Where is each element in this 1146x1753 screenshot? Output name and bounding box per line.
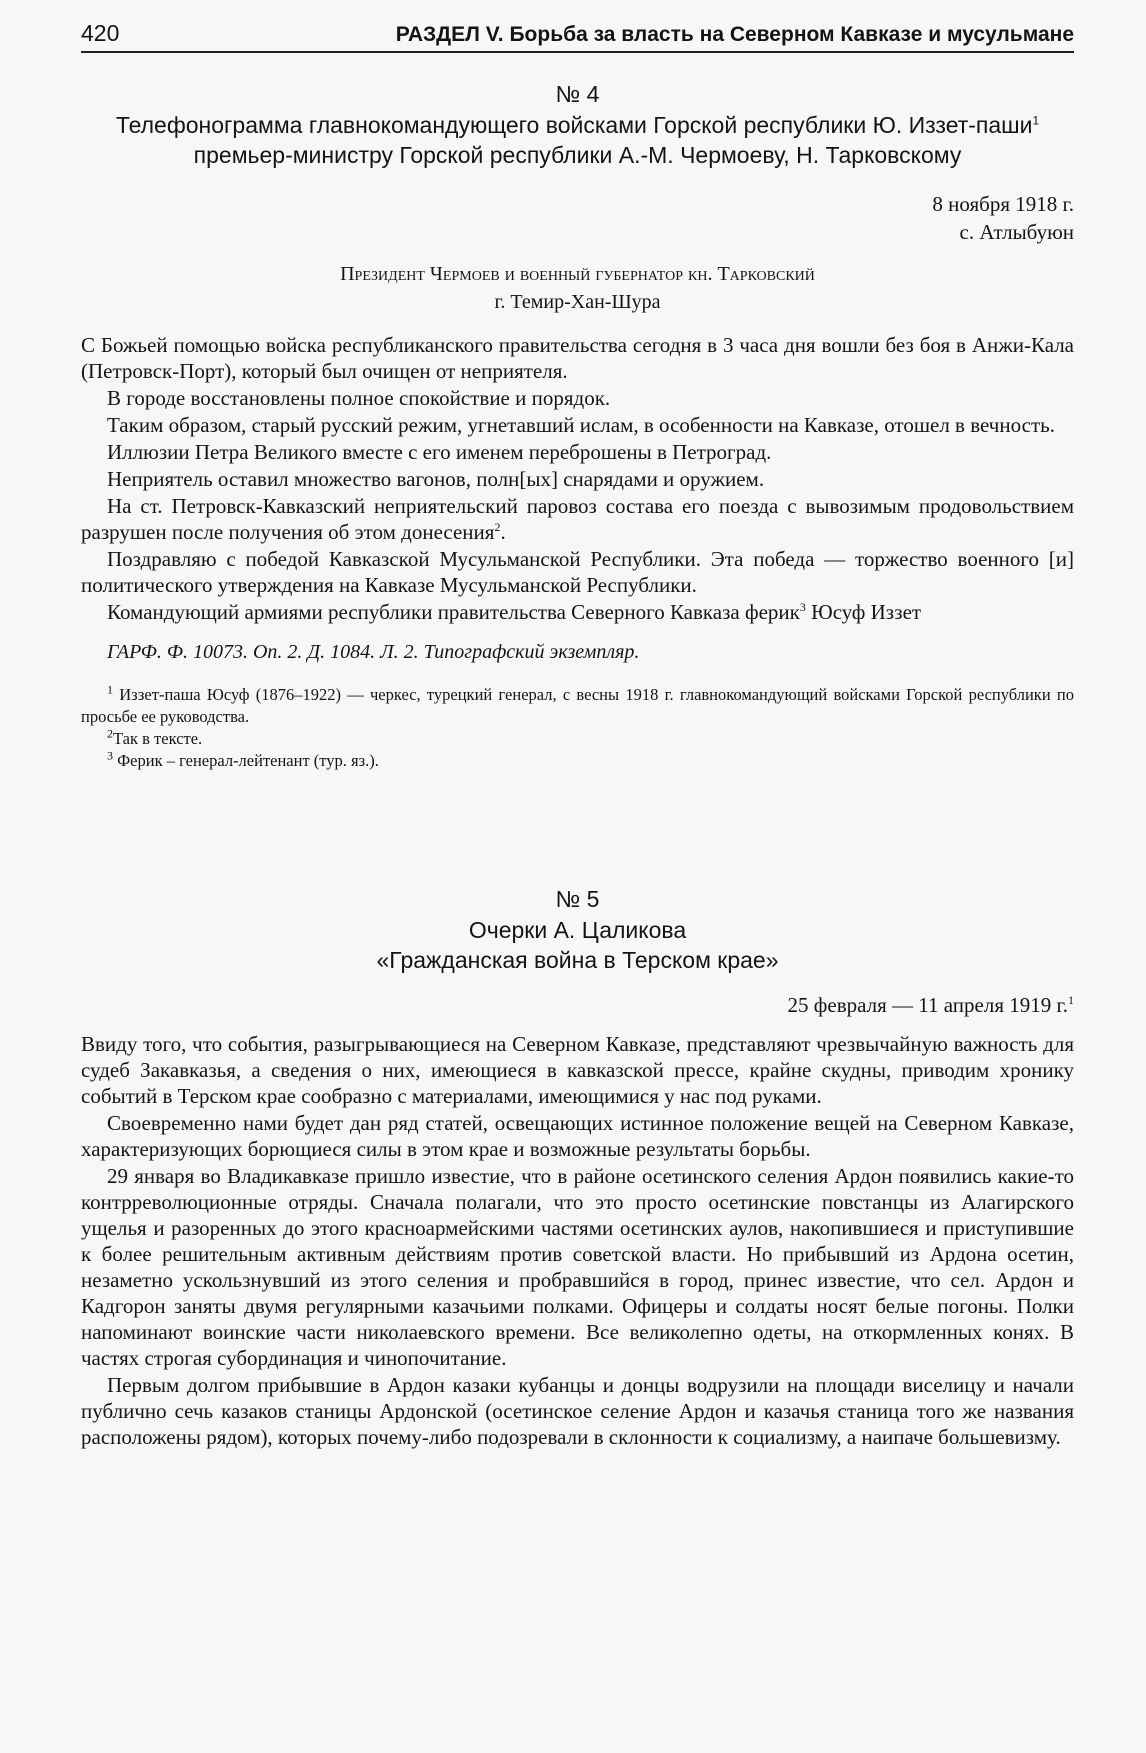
doc4-title-line1-text: Телефонограмма главнокомандующего войсками Горской республики Ю. Иззет-паши — [115, 112, 1033, 138]
doc4-paragraph: С Божьей помощью войска республиканского правительства сегодня в 3 часа дня вошли без боя в Анжи-Кала (Петровск-Порт), который был очищен от неприятеля. — [81, 333, 1074, 383]
footnote-1-mark: 1 — [107, 682, 113, 697]
doc4-date: 8 ноября 1918 г. — [932, 192, 1074, 216]
doc5-footnote-ref-1: 1 — [1068, 993, 1074, 1007]
footnote-ref-2: 2 — [494, 520, 501, 534]
footnote-ref-3: 3 — [799, 600, 806, 614]
doc4-paragraph: В городе восстановлены полное спокойствие и порядок. — [107, 386, 611, 410]
doc5-title — [81, 915, 1074, 975]
doc4-paragraph: Неприятель оставил множество вагонов, полн[ых] снарядами и оружием. — [107, 467, 765, 491]
footnote-3-text: Ферик – генерал-лейтенант (тур. яз.). — [113, 751, 379, 770]
doc5-paragraph: Ввиду того, что события, разыгрывающиеся на Северном Кавказе, представляют чрезвычайную важность для судеб Закавказья, а сведения о них, имеющиеся в кавказской прессе, крайне скудны, приводим хронику событий в Терском крае сообразно с материалами, имеющимися у нас под руками. — [81, 1032, 1074, 1108]
doc4-archive-source: ГАРФ. Ф. 10073. Оп. 2. Д. 1084. Л. 2. Типографский экземпляр. — [107, 641, 640, 663]
doc5-paragraph: 29 января во Владикавказе пришло известие, что в районе осетинского селения Ардон появились какие-то контрреволюционные отряды. Сначала полагали, что это просто осетинские повстанцы из Алагирского ущелья и разоренных до этого красноармейскими частями осетинских аулов, накопившиеся и приступившие к более решительным активным действиям против советской власти. Но прибывший из Ардона осетин, незаметно ускользнувший из этого селения и пробравшийся в город, принес известие, что сел. Ардон и Кадгорон заняты двумя регулярными казачьими полками. Офицеры и солдаты носят белые погоны. Полки напоминают воинские части николаевского времени. Все великолепно одеты, на откормленных конях. В частях строгая субординация и чинопочитание. — [81, 1164, 1074, 1370]
footnote-2-text: Так в тексте. — [113, 729, 203, 748]
doc4-place: с. Атлыбуюн — [959, 220, 1074, 244]
footnote-2-mark: 2 — [107, 726, 113, 741]
doc5-body — [81, 1031, 1074, 1450]
footnote-1 — [81, 684, 1074, 728]
doc4-dateline — [81, 190, 1074, 246]
doc5-date: 25 февраля — 11 апреля 1919 г. — [787, 993, 1068, 1017]
doc4-addressee-city: г. Темир-Хан-Шура — [494, 291, 661, 313]
doc4-title-line1 — [81, 110, 1074, 140]
doc4-p6-text: На ст. Петровск-Кавказский неприятельский паровоз состава его поезда с вывозимым продовольствием разрушен после получения об этом донесения — [81, 494, 1074, 544]
footnote-3-mark: 3 — [107, 748, 113, 763]
doc4-paragraph: Иллюзии Петра Великого вместе с его именем переброшены в Петроград. — [107, 440, 772, 464]
doc4-signature-text: Командующий армиями республики правительства Северного Кавказа ферик — [107, 600, 800, 624]
doc4-addressee — [81, 260, 1074, 316]
section-title: РАЗДЕЛ V. Борьба за власть на Северном Кавказе и мусульмане — [395, 23, 1074, 46]
footnote-2 — [81, 728, 1074, 750]
doc4-p6-end: . — [500, 520, 506, 544]
doc5-number: № 5 — [555, 886, 600, 912]
doc4-footnotes — [81, 684, 1074, 772]
doc4-title-line2: премьер-министру Горской республики А.-М. Чермоеву, Н. Тарковскому — [193, 142, 962, 168]
doc4-paragraph: Таким образом, старый русский режим, угнетавший ислам, в особенности на Кавказе, отошел в вечность. — [107, 413, 1055, 437]
doc4-body — [81, 332, 1074, 625]
doc5-title-line1: Очерки А. Цаликова — [468, 917, 687, 943]
doc4-paragraph — [81, 493, 1074, 545]
footnote-3 — [81, 750, 1074, 772]
doc4-signature-name: Юсуф Иззет — [805, 600, 922, 624]
doc5-title-line2: «Гражданская война в Терском крае» — [376, 947, 779, 973]
doc5-section — [81, 886, 1074, 1450]
running-head — [81, 20, 1074, 53]
doc5-paragraph: Первым долгом прибывшие в Ардон казаки кубанцы и донцы водрузили на площади виселицу и начали публично сечь казаков станицы Ардонской (осетинское селение Ардон и казачья станица того же названия расположены рядом), которых почему-либо подозревали в склонности к социализму, а наипаче большевизму. — [81, 1373, 1074, 1449]
footnote-ref-1: 1 — [1032, 113, 1040, 128]
doc4-addressee-names: Президент Чермоев и военный губернатор кн. Тарковский — [340, 263, 815, 285]
footnote-1-text: Иззет-паша Юсуф (1876–1922) — черкес, турецкий генерал, с весны 1918 г. главнокомандующий войсками Горской республики по просьбе ее руководства. — [81, 685, 1074, 726]
page-number: 420 — [81, 20, 120, 46]
doc4-paragraph: Поздравляю с победой Кавказской Мусульманской Республики. Эта победа — торжество военного [и] политического утверждения на Кавказе Мусульманской Республики. — [81, 547, 1074, 597]
doc5-paragraph: Своевременно нами будет дан ряд статей, освещающих истинное положение вещей на Северном Кавказе, характеризующих борющиеся силы в этом крае и возможные результаты борьбы. — [81, 1111, 1074, 1161]
doc4-signature — [81, 599, 1074, 625]
doc5-dateline — [81, 991, 1074, 1019]
doc4-number: № 4 — [555, 81, 600, 107]
doc4-title — [81, 110, 1074, 170]
